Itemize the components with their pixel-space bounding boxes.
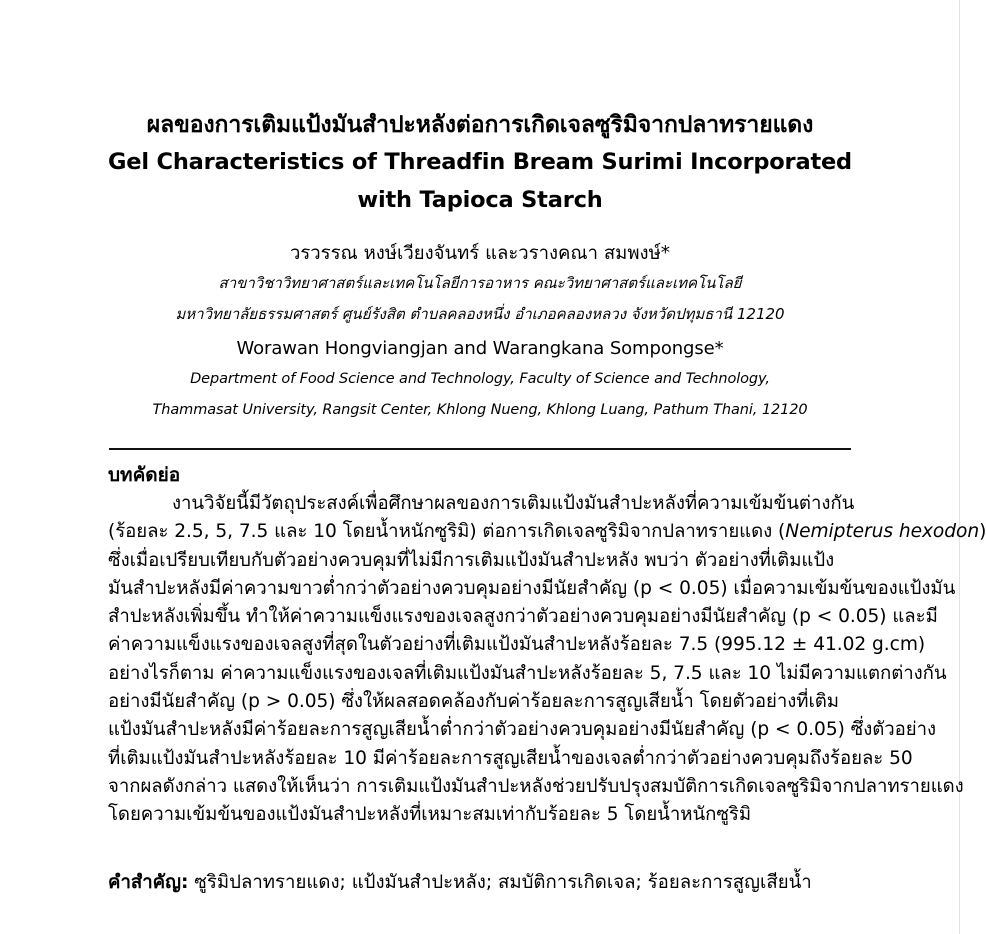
abstract-line bbox=[108, 660, 947, 688]
abstract-line-tail: ) bbox=[979, 521, 986, 543]
title-english-line2: with Tapioca Starch bbox=[357, 187, 603, 213]
authors-block bbox=[108, 240, 852, 426]
abstract-line bbox=[108, 801, 852, 829]
abstract-line-text: อย่างมีนัยสำคัญ (p > 0.05) ซึ่งให้ผลสอดคล้องกับค่าร้อยละการสูญเสียน้ำ โดยตัวอย่างที่เติม bbox=[108, 691, 839, 713]
abstract-line-text: ซึ่งเมื่อเปรียบเทียบกับตัวอย่างควบคุมที่ไม่มีการเติมแป้งมันสำปะหลัง พบว่า ตัวอย่างที่เติมแป้ง bbox=[108, 549, 835, 571]
abstract-line bbox=[108, 716, 937, 744]
abstract-body bbox=[108, 490, 986, 830]
abstract-line-text: งานวิจัยนี้มีวัตถุประสงค์เพื่อศึกษาผลของการเติมแป้งมันสำปะหลังที่ความเข้มข้นต่างกัน bbox=[172, 493, 855, 514]
keywords-label: คำสำคัญ: bbox=[108, 871, 189, 893]
abstract-line-text: อย่างไรก็ตาม ค่าความแข็งแรงของเจลที่เติมแป้งมันสำปะหลังร้อยละ 5, 7.5 และ 10 ไม่มีความแตกต่างกัน bbox=[108, 662, 947, 684]
authors-english: Worawan Hongviangjan and Warangkana Sompongse* bbox=[236, 338, 724, 359]
abstract-line bbox=[108, 490, 855, 518]
affiliation-english-line1: Department of Food Science and Technology, Faculty of Science and Technology, bbox=[190, 371, 770, 387]
section-divider bbox=[109, 448, 851, 450]
abstract-line-text: มันสำปะหลังมีค่าความขาวต่ำกว่าตัวอย่างควบคุมอย่างมีนัยสำคัญ (p < 0.05) เมื่อความเข้มข้นของแป้งมัน bbox=[108, 577, 956, 599]
abstract-line-text: สำปะหลังเพิ่มขึ้น ทำให้ค่าความแข็งแรงของเจลสูงกว่าตัวอย่างควบคุมอย่างมีนัยสำคัญ (p < 0.05) และมี bbox=[108, 606, 938, 628]
abstract-line bbox=[108, 575, 956, 603]
abstract-line-text: แป้งมันสำปะหลังมีค่าร้อยละการสูญเสียน้ำต่ำกว่าตัวอย่างควบคุมอย่างมีนัยสำคัญ (p < 0.05) ซึ่งตัวอย่าง bbox=[108, 719, 937, 741]
abstract-line-text: โดยความเข้มข้นของแป้งมันสำปะหลังที่เหมาะสมเท่ากับร้อยละ 5 โดยน้ำหนักซูริมิ bbox=[108, 804, 752, 826]
abstract-section bbox=[108, 462, 986, 897]
title-thai: ผลของการเติมแป้งมันสำปะหลังต่อการเกิดเจลซูริมิจากปลาทรายแดง bbox=[146, 112, 814, 138]
keywords-line bbox=[108, 869, 852, 897]
affiliation-thai-line1: สาขาวิชาวิทยาศาสตร์และเทคโนโลยีการอาหาร คณะวิทยาศาสตร์และเทคโนโลยี bbox=[218, 274, 742, 292]
abstract-line-text: ค่าความแข็งแรงของเจลสูงที่สุดในตัวอย่างที่เติมแป้งมันสำปะหลังร้อยละ 7.5 (995.12 ± 41.02 g.cm) bbox=[108, 634, 926, 656]
abstract-line-text: (ร้อยละ 2.5, 5, 7.5 และ 10 โดยน้ำหนักซูริมิ) ต่อการเกิดเจลซูริมิจากปลาทรายแดง ( bbox=[108, 521, 786, 543]
authors-thai: วรวรรณ หงษ์เวียงจันทร์ และวรางคณา สมพงษ์* bbox=[289, 243, 671, 264]
abstract-heading: บทคัดย่อ bbox=[108, 464, 181, 486]
page-content bbox=[108, 0, 986, 897]
affiliation-english-line2: Thammasat University, Rangsit Center, Khlong Nueng, Khlong Luang, Pathum Thani, 12120 bbox=[152, 402, 808, 418]
abstract-line bbox=[108, 518, 986, 546]
title-block bbox=[108, 0, 852, 218]
abstract-line bbox=[108, 688, 852, 716]
keywords-value: ซูริมิปลาทรายแดง; แป้งมันสำปะหลัง; สมบัติการเกิดเจล; ร้อยละการสูญเสียน้ำ bbox=[188, 871, 812, 893]
abstract-line bbox=[108, 773, 964, 801]
abstract-line bbox=[108, 631, 926, 659]
abstract-line-text: จากผลดังกล่าว แสดงให้เห็นว่า การเติมแป้งมันสำปะหลังช่วยปรับปรุงสมบัติการเกิดเจลซูริมิจากปลาทรายแดง bbox=[108, 775, 964, 797]
abstract-line bbox=[108, 745, 913, 773]
abstract-line-text: ที่เติมแป้งมันสำปะหลังร้อยละ 10 มีค่าร้อยละการสูญเสียน้ำของเจลต่ำกว่าตัวอย่างควบคุมถึงร้อยละ 50 bbox=[108, 747, 913, 769]
abstract-line bbox=[108, 603, 938, 631]
species-name: Nemipterus hexodon bbox=[785, 521, 980, 543]
affiliation-thai-line2: มหาวิทยาลัยธรรมศาสตร์ ศูนย์รังสิต ตำบลคลองหนึ่ง อำเภอคลองหลวง จังหวัดปทุมธานี 12120 bbox=[175, 305, 785, 323]
abstract-line bbox=[108, 547, 852, 575]
title-english-line1: Gel Characteristics of Threadfin Bream Surimi Incorporated bbox=[108, 149, 852, 175]
